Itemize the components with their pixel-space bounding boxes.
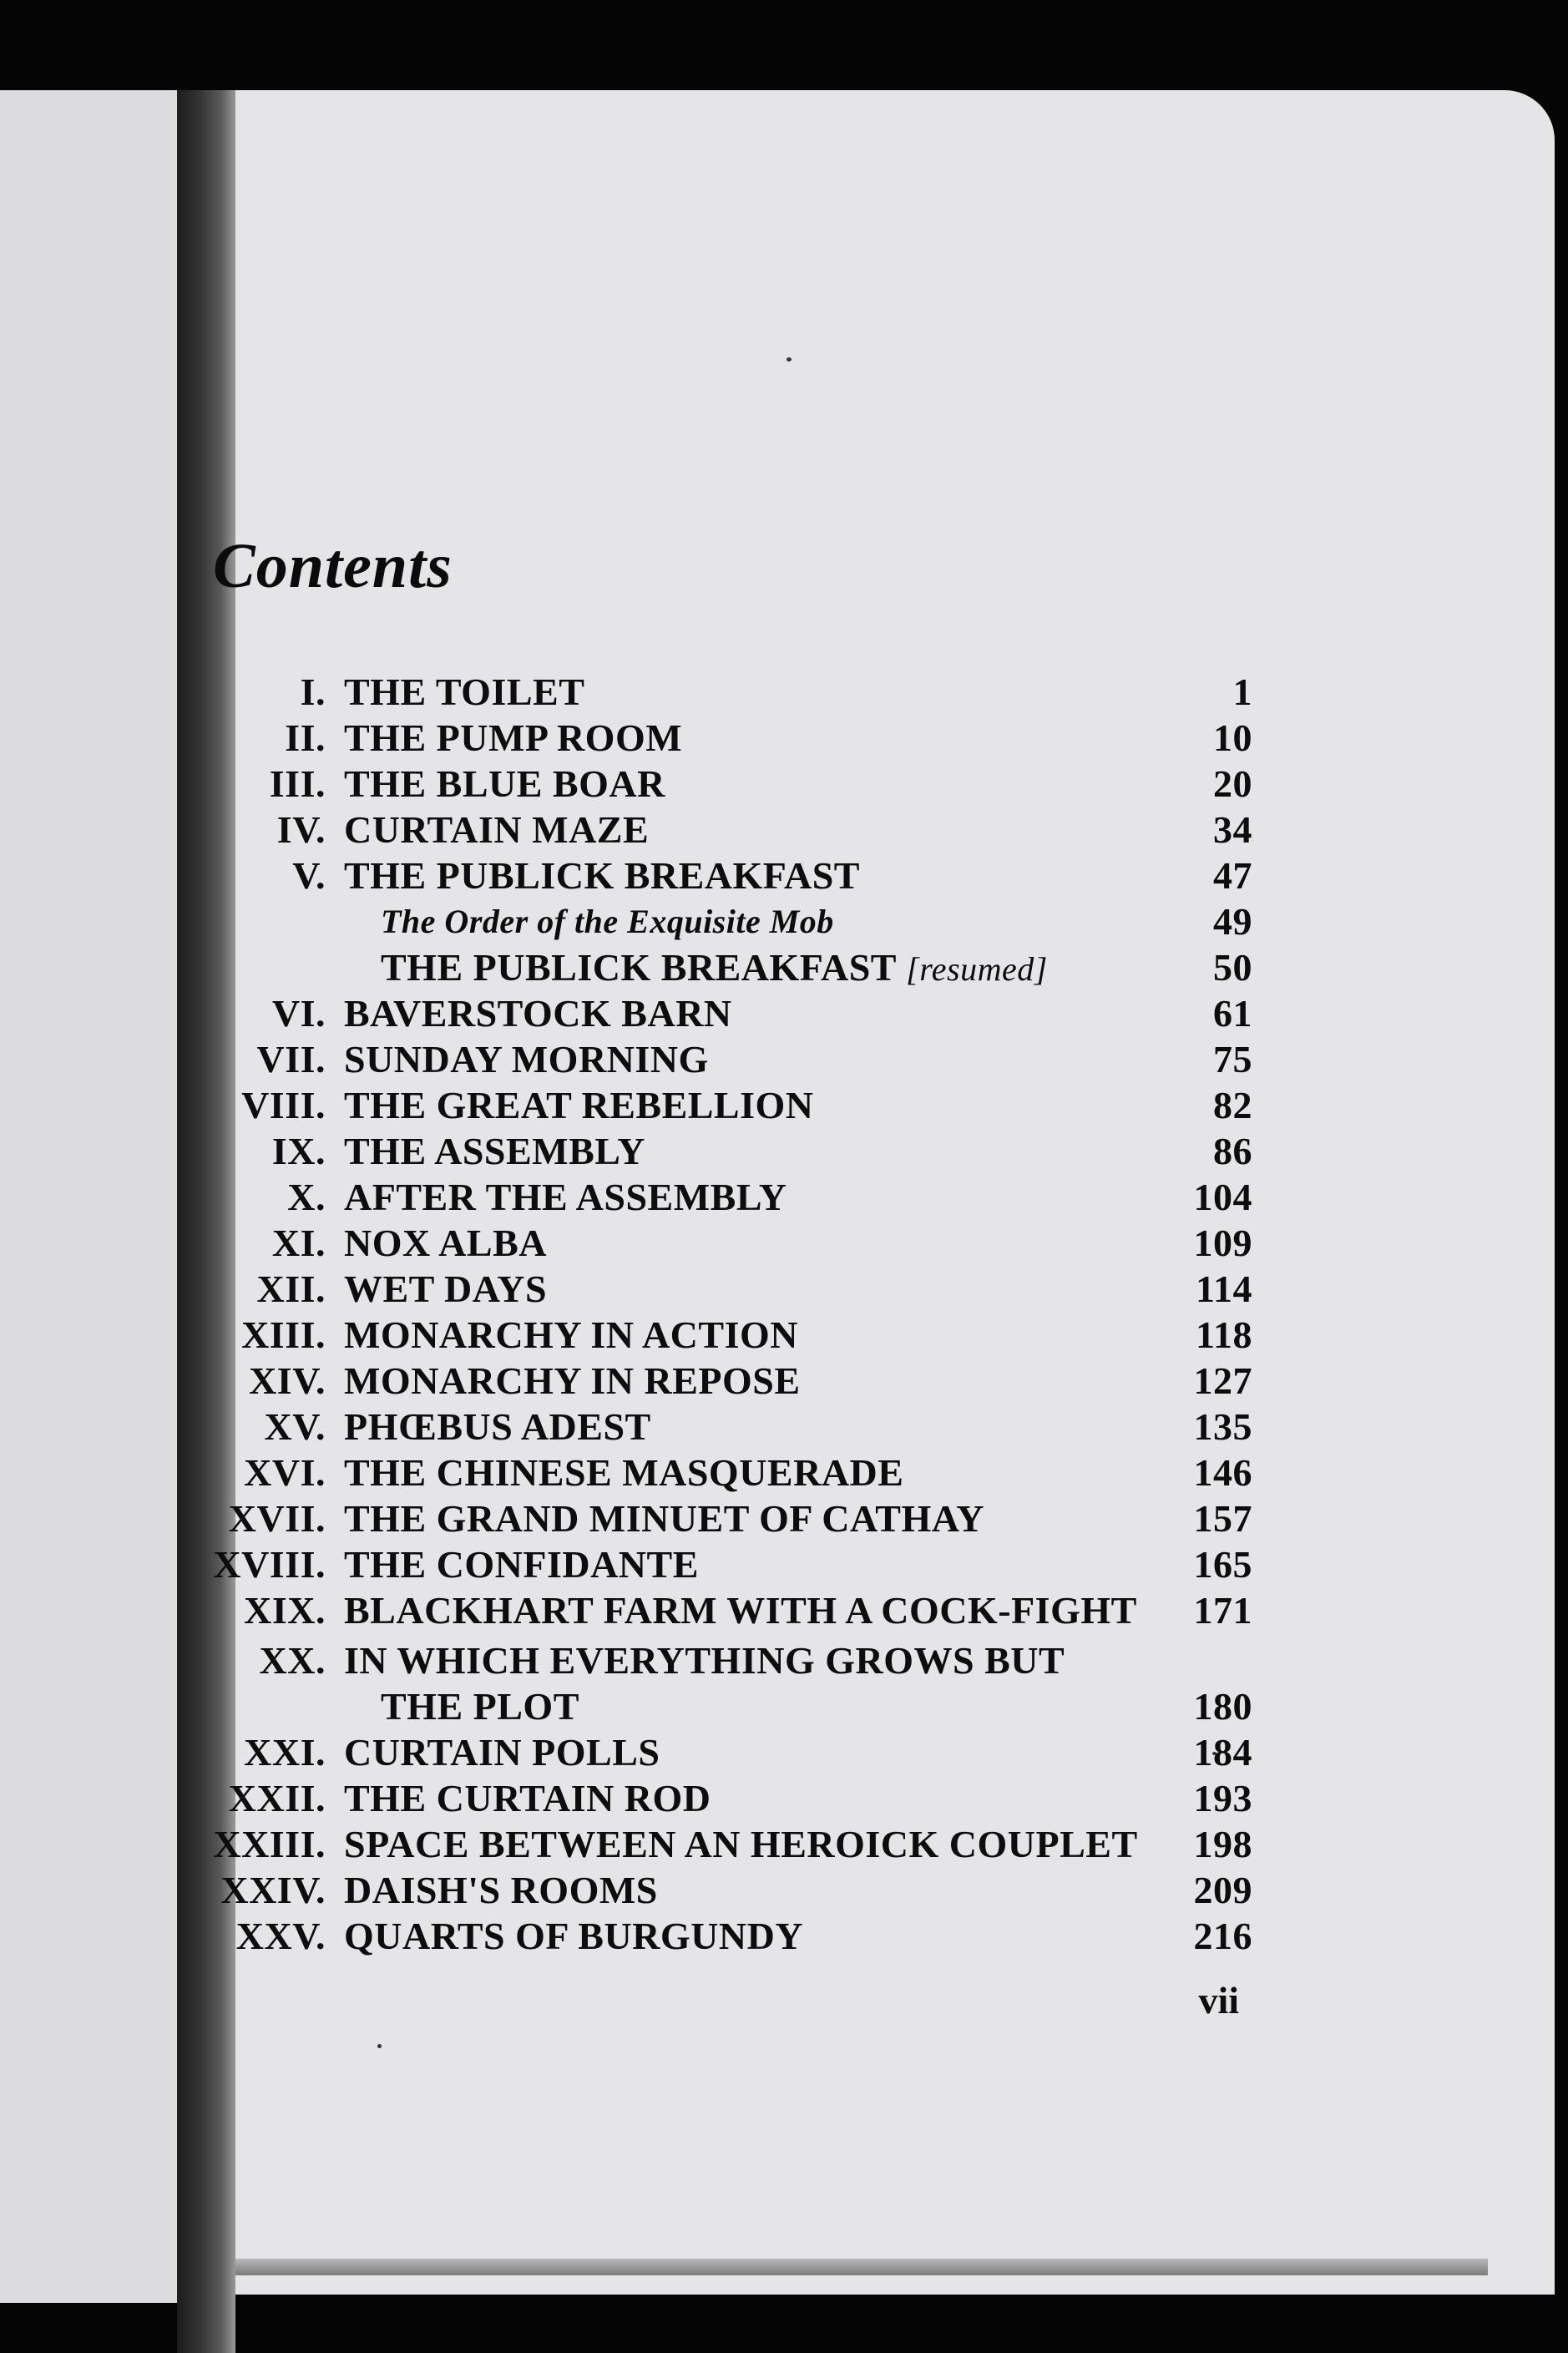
- chapter-title: THE CURTAIN ROD: [344, 1777, 711, 1819]
- chapter-title: MONARCHY IN ACTION: [344, 1313, 798, 1356]
- toc-entry[interactable]: [0, 944, 1252, 991]
- chapter-title-continuation: THE PLOT: [381, 1685, 579, 1728]
- toc-entry[interactable]: [0, 1036, 1252, 1083]
- chapter-title: THE PUBLICK BREAKFAST: [344, 854, 860, 897]
- toc-entry[interactable]: [0, 853, 1252, 899]
- chapter-number: XVI.: [244, 1451, 326, 1494]
- toc-entry[interactable]: [0, 1312, 1252, 1359]
- chapter-number: II.: [285, 716, 326, 759]
- toc-entry[interactable]: [0, 1174, 1252, 1221]
- toc-entry[interactable]: [0, 1128, 1252, 1175]
- chapter-number: XVIII.: [213, 1543, 326, 1586]
- toc-entry-continuation[interactable]: [0, 1683, 1252, 1730]
- page-number: 216: [1193, 1915, 1252, 1957]
- page-number: 86: [1213, 1130, 1252, 1172]
- chapter-title: NOX ALBA: [344, 1222, 547, 1264]
- toc-entry[interactable]: [0, 1821, 1252, 1868]
- chapter-number: XV.: [264, 1405, 326, 1448]
- page-number: 209: [1193, 1869, 1252, 1911]
- page-number: 50: [1213, 946, 1252, 989]
- chapter-title: THE PUMP ROOM: [344, 716, 683, 759]
- title-note: [resumed]: [906, 950, 1048, 988]
- chapter-number: XXIII.: [213, 1823, 326, 1865]
- chapter-title: THE CONFIDANTE: [344, 1543, 699, 1586]
- chapter-title: QUARTS OF BURGUNDY: [344, 1915, 804, 1957]
- page-title: Contents: [213, 531, 453, 601]
- chapter-title-text: THE PUBLICK BREAKFAST: [381, 946, 897, 989]
- toc-entry[interactable]: [0, 715, 1252, 762]
- chapter-number: III.: [269, 762, 326, 805]
- toc-entry[interactable]: [0, 1587, 1252, 1634]
- chapter-number: XIX.: [244, 1589, 326, 1632]
- page-number: 180: [1193, 1685, 1252, 1728]
- chapter-title: THE CHINESE MASQUERADE: [344, 1451, 904, 1494]
- toc-entry[interactable]: [0, 898, 1252, 945]
- toc-entry[interactable]: [0, 1082, 1252, 1129]
- chapter-title: CURTAIN POLLS: [344, 1731, 660, 1774]
- page-number: 49: [1213, 900, 1252, 943]
- chapter-title: SPACE BETWEEN AN HEROICK COUPLET: [344, 1823, 1138, 1865]
- chapter-title: MONARCHY IN REPOSE: [344, 1359, 801, 1402]
- page-number: 127: [1193, 1359, 1252, 1402]
- chapter-number: VII.: [256, 1038, 326, 1080]
- chapter-title: THE TOILET: [344, 670, 585, 713]
- toc-entry[interactable]: [0, 1637, 1252, 1684]
- chapter-number: I.: [300, 670, 326, 713]
- page-number: 118: [1196, 1313, 1252, 1356]
- chapter-number: VIII.: [241, 1084, 326, 1126]
- page-number: 47: [1213, 854, 1252, 897]
- page-number: 75: [1213, 1038, 1252, 1080]
- chapter-number: XXIV.: [220, 1869, 326, 1911]
- page-number: 165: [1193, 1543, 1252, 1586]
- chapter-number: XXV.: [235, 1915, 326, 1957]
- toc-entry[interactable]: [0, 1266, 1252, 1313]
- page-number: 146: [1193, 1451, 1252, 1494]
- page-number: 193: [1193, 1777, 1252, 1819]
- chapter-number: XXI.: [244, 1731, 326, 1774]
- page-number: 82: [1213, 1084, 1252, 1126]
- chapter-number: XIV.: [249, 1359, 326, 1402]
- chapter-number: IX.: [271, 1130, 326, 1172]
- chapter-title: DAISH'S ROOMS: [344, 1869, 658, 1911]
- toc-entry[interactable]: [0, 990, 1252, 1037]
- chapter-number: XII.: [256, 1268, 326, 1310]
- toc-entry[interactable]: [0, 1404, 1252, 1450]
- chapter-title: THE GRAND MINUET OF CATHAY: [344, 1497, 984, 1540]
- toc-entry[interactable]: [0, 1358, 1252, 1404]
- chapter-number: XVII.: [228, 1497, 326, 1540]
- chapter-title: IN WHICH EVERYTHING GROWS BUT: [344, 1639, 1065, 1682]
- chapter-number: XXII.: [228, 1777, 326, 1819]
- toc-entry[interactable]: [0, 1450, 1252, 1496]
- page-number: 184: [1193, 1731, 1252, 1774]
- toc-entry[interactable]: [0, 1775, 1252, 1822]
- toc-entry[interactable]: [0, 1220, 1252, 1267]
- toc-entry[interactable]: [0, 1729, 1252, 1776]
- page-number: 104: [1193, 1176, 1252, 1218]
- page-number: 135: [1193, 1405, 1252, 1448]
- page-number: 1: [1232, 670, 1252, 713]
- chapter-title: BAVERSTOCK BARN: [344, 992, 732, 1035]
- chapter-number: XX.: [259, 1639, 326, 1682]
- chapter-number: XIII.: [241, 1313, 326, 1356]
- page-number: 114: [1196, 1268, 1252, 1310]
- chapter-title: SUNDAY MORNING: [344, 1038, 709, 1080]
- toc-entry[interactable]: [0, 1913, 1252, 1960]
- folio-page-number: vii: [1198, 1979, 1239, 2022]
- chapter-number: V.: [292, 854, 326, 897]
- chapter-title: THE ASSEMBLY: [344, 1130, 645, 1172]
- page-number: 198: [1193, 1823, 1252, 1865]
- chapter-title: PHŒBUS ADEST: [344, 1405, 651, 1448]
- page-number: 171: [1193, 1589, 1252, 1632]
- toc-entry[interactable]: [0, 1541, 1252, 1588]
- chapter-title: AFTER THE ASSEMBLY: [344, 1176, 787, 1218]
- chapter-number: IV.: [276, 808, 326, 851]
- chapter-title: THE GREAT REBELLION: [344, 1084, 814, 1126]
- chapter-number: XI.: [271, 1222, 326, 1264]
- toc-entry[interactable]: [0, 1495, 1252, 1542]
- page-number: 10: [1213, 716, 1252, 759]
- page-number: 20: [1213, 762, 1252, 805]
- chapter-title: BLACKHART FARM WITH A COCK-FIGHT: [344, 1589, 1137, 1632]
- page-number: 61: [1213, 992, 1252, 1035]
- page-number: 34: [1213, 808, 1252, 851]
- page-number: 109: [1193, 1222, 1252, 1264]
- chapter-title: WET DAYS: [344, 1268, 548, 1310]
- chapter-number: VI.: [271, 992, 326, 1035]
- chapter-title: The Order of the Exquisite Mob: [381, 903, 834, 940]
- toc-entry[interactable]: [0, 807, 1252, 853]
- chapter-title: THE BLUE BOAR: [344, 762, 665, 805]
- toc-entry[interactable]: [0, 761, 1252, 807]
- chapter-title: CURTAIN MAZE: [344, 808, 650, 851]
- chapter-number: X.: [287, 1176, 326, 1218]
- page-number: 157: [1193, 1497, 1252, 1540]
- toc-entry[interactable]: [0, 1867, 1252, 1914]
- toc-entry[interactable]: [0, 669, 1252, 716]
